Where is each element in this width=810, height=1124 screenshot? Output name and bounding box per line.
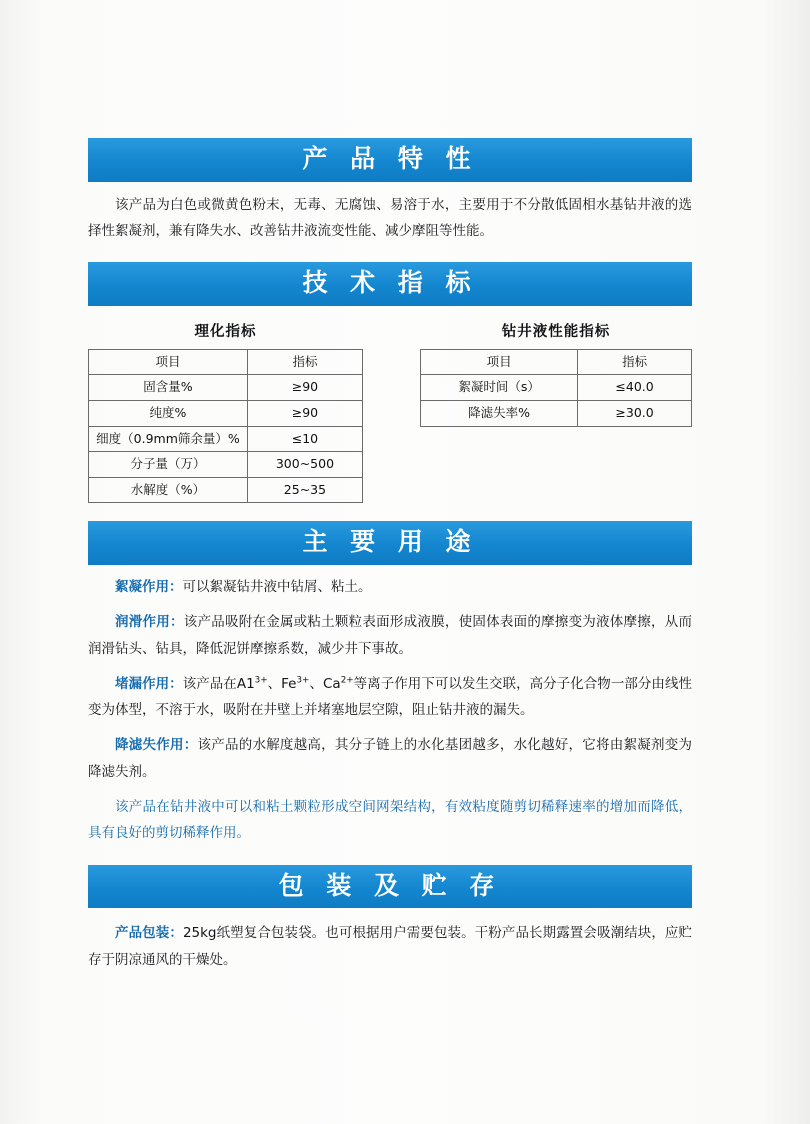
usage-superscript: 3+ [254,675,268,686]
drilling-fluid-specs-block [420,320,692,504]
usage-item-lead: 润滑作用： [115,614,184,631]
table-header-row [421,349,692,375]
section-heading-features: 产 品 特 性 [88,138,692,182]
table-cell: 细度（0.9mm筛余量）% [89,426,248,452]
physical-specs-caption: 理化指标 [194,323,257,340]
usage-item-text: 可以絮凝钻井液中钻屑、粘土。 [182,578,372,595]
usage-item-text-mid: 、Fe [267,675,297,692]
table-row [89,452,363,478]
table-row [421,375,692,401]
table-cell: ≤10 [247,426,362,452]
usage-item-filtration [88,732,692,785]
usage-item-text: 该产品吸附在金属或粘土颗粒表面形成液膜，使固体表面的摩擦变为液体摩擦，从而润滑钻头、钻具，降低泥饼摩擦系数，减少井下事故。 [88,614,693,657]
table-cell: 300~500 [247,452,362,478]
packaging-paragraph [88,920,692,973]
packaging-text: 25kg纸塑复合包装袋。也可根据用户需要包装。干粉产品长期露置会吸潮结块，应贮存于阴凉通风的干燥处。 [88,925,692,968]
drilling-fluid-specs-table [420,349,692,427]
table-cell: ≥90 [247,375,362,401]
table-row [89,426,363,452]
usage-item-text: 该产品的水解度越高，其分子链上的水化基团越多，水化越好，它将由絮凝剂变为降滤失剂。 [88,737,693,780]
section-heading-usage: 主 要 用 途 [88,521,692,565]
physical-specs-table [88,349,363,504]
spacer [88,847,692,865]
table-header-row [89,349,363,375]
table-row [421,400,692,426]
table-cell: 固含量% [89,375,248,401]
table-cell: 纯度% [89,400,248,426]
usage-superscript: 2+ [340,675,354,686]
usage-note: 该产品在钻井液中可以和粘土颗粒形成空间网架结构，有效粘度随剪切稀释速率的增加而降低，具有良好的剪切稀释作用。 [88,799,692,842]
table-cell: 分子量（万） [89,452,248,478]
table-row [89,400,363,426]
document-content [88,138,692,973]
usage-item-lead: 降滤失作用： [115,737,198,754]
usage-item-text-mid: 、Ca [309,675,341,692]
table-header-cell: 项目 [421,349,578,375]
table-header-cell: 指标 [578,349,692,375]
spacer [88,244,692,262]
specs-tables-row [88,320,692,504]
usage-item-lead: 堵漏作用： [115,675,183,692]
section-heading-packaging: 包 装 及 贮 存 [88,865,692,909]
packaging-lead: 产品包装： [115,925,183,942]
usage-superscript: 3+ [296,675,310,686]
table-cell: ≥90 [247,400,362,426]
usage-item-plugging [88,671,692,724]
physical-specs-block [88,320,363,504]
table-cell: ≥30.0 [578,400,692,426]
drilling-fluid-specs-caption: 钻井液性能指标 [501,323,611,340]
table-cell: 25~35 [247,477,362,503]
table-cell: 水解度（%） [89,477,248,503]
table-row [89,375,363,401]
usage-item-lubrication [88,609,692,662]
usage-item-lead: 絮凝作用： [115,578,183,595]
table-cell: ≤40.0 [578,375,692,401]
usage-item-flocculation [88,574,692,600]
spacer [88,503,692,521]
table-cell: 絮凝时间（s） [421,375,578,401]
usage-item-text-after: 等离子作用下可以发生交联，高分子化合物一部分由线性变为体型，不溶于水，吸附在井壁上并堵塞地层空隙，阻止钻井液的漏失。 [88,675,693,719]
table-header-cell: 项目 [89,349,248,375]
usage-item-text-before: 该产品在A1 [182,675,255,692]
table-header-cell: 指标 [247,349,362,375]
section-heading-specs: 技 术 指 标 [88,262,692,306]
features-paragraph: 该产品为白色或微黄色粉末，无毒、无腐蚀、易溶于水，主要用于不分散低固相水基钻井液的选择性絮凝剂，兼有降失水、改善钻井液流变性能、减少摩阻等性能。 [88,196,692,239]
table-cell: 降滤失率% [421,400,578,426]
table-row [89,477,363,503]
